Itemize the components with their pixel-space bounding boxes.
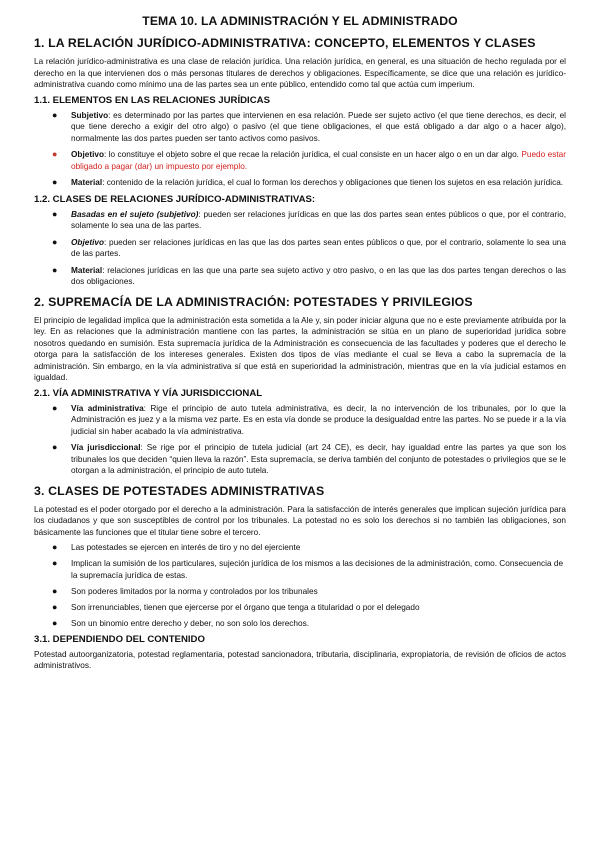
list-item: ● Las potestades se ejercen en interés de tiro y no del ejerciente bbox=[52, 542, 301, 552]
section-1-1-heading: 1.1. ELEMENTOS EN LAS RELACIONES JURÍDICAS bbox=[34, 94, 270, 106]
section-3-intro: La potestad es el poder otorgado por el derecho a la administración. Para la satisfacción de interés generales que implican sujeción jurídica para los ciudadanos y que son susceptibles de control por los tribunales. La potestad no es solo los derechos si no también las obligaciones, son básicamente las funciones que el titular tiene sobre el tercero. bbox=[34, 504, 566, 537]
bullet-icon: ● bbox=[52, 442, 58, 452]
section-3-heading: 3. CLASES DE POTESTADES ADMINISTRATIVAS bbox=[34, 483, 325, 498]
section-1-heading: 1. LA RELACIÓN JURÍDICO-ADMINISTRATIVA: CONCEPTO, ELEMENTOS Y CLASES bbox=[34, 36, 536, 50]
list-item: ● Vía jurisdiccional: Se rige por el principio de tutela judicial (art 24 CE), es decir, hay igualdad entre las partes ya que son los tribunales los que deciden “quien lleva la razón”. Esta supremacía, se deriva también del conjunto de potestades o privilegios que se le otorgan a la administración, el principio de auto tutela. bbox=[52, 442, 567, 475]
bullet-icon: ● bbox=[52, 585, 58, 596]
list-item: ● Son poderes limitados por la norma y controlados por los tribunales bbox=[52, 585, 318, 596]
elements-list bbox=[34, 110, 566, 189]
section-2-intro: El principio de legalidad implica que la administración esta sometida a la Ale y, sin poder iniciar alguna que no e este previamente atribuida por la ley. En as relaciones que la administración mantiene con las partes, la administración se sitúa en un plano de superioridad jurídica sobre nosotros quedando en sumisión. Esta supremacía jurídica de la Administración es consecuencia de las facultades y poderes que el derecho le otorga para la satisfacción de los intereses generales. Existen dos tipos de vías mediante el cual se lleva a cabo la supremacía de la administración. Sin embargo, en la vía administrativa sí que está en superioridad la administración, mientras que en la vía judicial estamos en igualdad. bbox=[34, 315, 566, 382]
bullet-icon: ● bbox=[52, 177, 58, 187]
list-item: ● Basadas en el sujeto (subjetivo): pueden ser relaciones jurídicas en que las dos partes sean entes públicos o que, por el contrario, solamente lo sea una de las partes. bbox=[52, 208, 566, 230]
bullet-icon: ● bbox=[52, 236, 58, 247]
list-item: ● Material: contenido de la relación jurídica, el cual lo forman los derechos y obligaciones que tienen los sujetos en esa relación jurídica. bbox=[52, 177, 564, 187]
section-1-2-heading: 1.2. CLASES DE RELACIONES JURÍDICO-ADMINISTRATIVAS: bbox=[34, 193, 316, 205]
bullet-icon: ● bbox=[52, 109, 58, 120]
list-item: ● Son irrenunciables, tienen que ejercerse por el órgano que tenga a titularidad o por el delegado bbox=[52, 601, 420, 612]
highlighted-note: Puedo estar obligado a pagar (dar) un impuesto por ejemplo. bbox=[71, 150, 566, 171]
list-item: ● Vía administrativa: Rige el principio de auto tutela administrativa, es decir, la no intervención de los tribunales, por lo que la Administración es juez y a la misma vez parte. Es en esta vía donde se produce la desigualdad entre las partes. No se puede ir a la vía judicial sin haber acabado la vía administrativa. bbox=[52, 402, 566, 436]
section-2-1-heading: 2.1. VÍA ADMINISTRATIVA Y VÍA JURISDICCIONAL bbox=[34, 387, 263, 399]
list-item: ● Implican la sumisión de los particulares, sujeción jurídica de los mismos a las decisiones de la administración, como. Consecuencia de la supremacía jurídica de estas. bbox=[52, 558, 564, 580]
bullet-icon: ● bbox=[52, 208, 58, 219]
section-3-1-text: Potestad autoorganizatoria, potestad reglamentaria, potestad sancionadora, tributaria, disciplinaria, expropiatoria, de revisión de oficios de actos administrativos. bbox=[34, 649, 566, 670]
section-3-1-heading: 3.1. DEPENDIENDO DEL CONTENIDO bbox=[34, 633, 205, 645]
list-item: ● Material: relaciones jurídicas en las que una parte sea sujeto activo y otro pasivo, o en las que las dos partes tengan derechos o las dos obligaciones. bbox=[52, 264, 566, 286]
potestades-list bbox=[34, 542, 566, 629]
bullet-icon: ● bbox=[52, 402, 58, 413]
bullet-icon: ● bbox=[52, 542, 58, 552]
list-item: ● Objetivo: pueden ser relaciones jurídicas en las que las dos partes sean entes públicos o que, por el contrario, solamente lo sea una de las partes. bbox=[52, 236, 566, 258]
bullet-icon: ● bbox=[52, 617, 58, 628]
list-item: ● Son un binomio entre derecho y deber, no son solo los derechos. bbox=[52, 617, 310, 628]
bullet-icon: ● bbox=[52, 601, 58, 612]
bullet-icon: ● bbox=[52, 149, 58, 159]
bullet-icon: ● bbox=[52, 264, 58, 275]
list-item: ● Subjetivo: es determinado por las partes que intervienen en esa relación. Puede ser sujeto activo (el que tiene derechos, es decir, el que tiene derecho a exigir del otro algo) o pasivo (el que tiene obligaciones, el que está obligado a dar algo o a hacer algo), normalmente las dos partes pueden ser tanto activos como pasivos. bbox=[52, 109, 566, 143]
bullet-icon: ● bbox=[52, 558, 58, 568]
list-item: ● Objetivo: lo constituye el objeto sobre el que recae la relación jurídica, el cual consiste en un hacer algo o en un dar algo. Puedo estar obligado a pagar (dar) un impuesto por ejemplo. bbox=[52, 149, 566, 171]
classes-list bbox=[34, 209, 566, 288]
document-title: TEMA 10. LA ADMINISTRACIÓN Y EL ADMINISTRADO bbox=[142, 14, 458, 28]
vias-list bbox=[34, 403, 566, 477]
section-2-heading: 2. SUPREMACÍA DE LA ADMINISTRACIÓN: POTESTADES Y PRIVILEGIOS bbox=[34, 294, 473, 309]
section-1-intro: La relación jurídico-administrativa es una clase de relación jurídica. Una relación jurídica, en general, es una situación de hecho regulada por el derecho en la que intervienen dos o más personas titulares de derechos y obligaciones. Específicamente, se dice que una relación es jurídico-administrativa cuando como mínimo una de las partes sea un ente público, entendido como tal que actúa cum imperium. bbox=[34, 57, 566, 89]
